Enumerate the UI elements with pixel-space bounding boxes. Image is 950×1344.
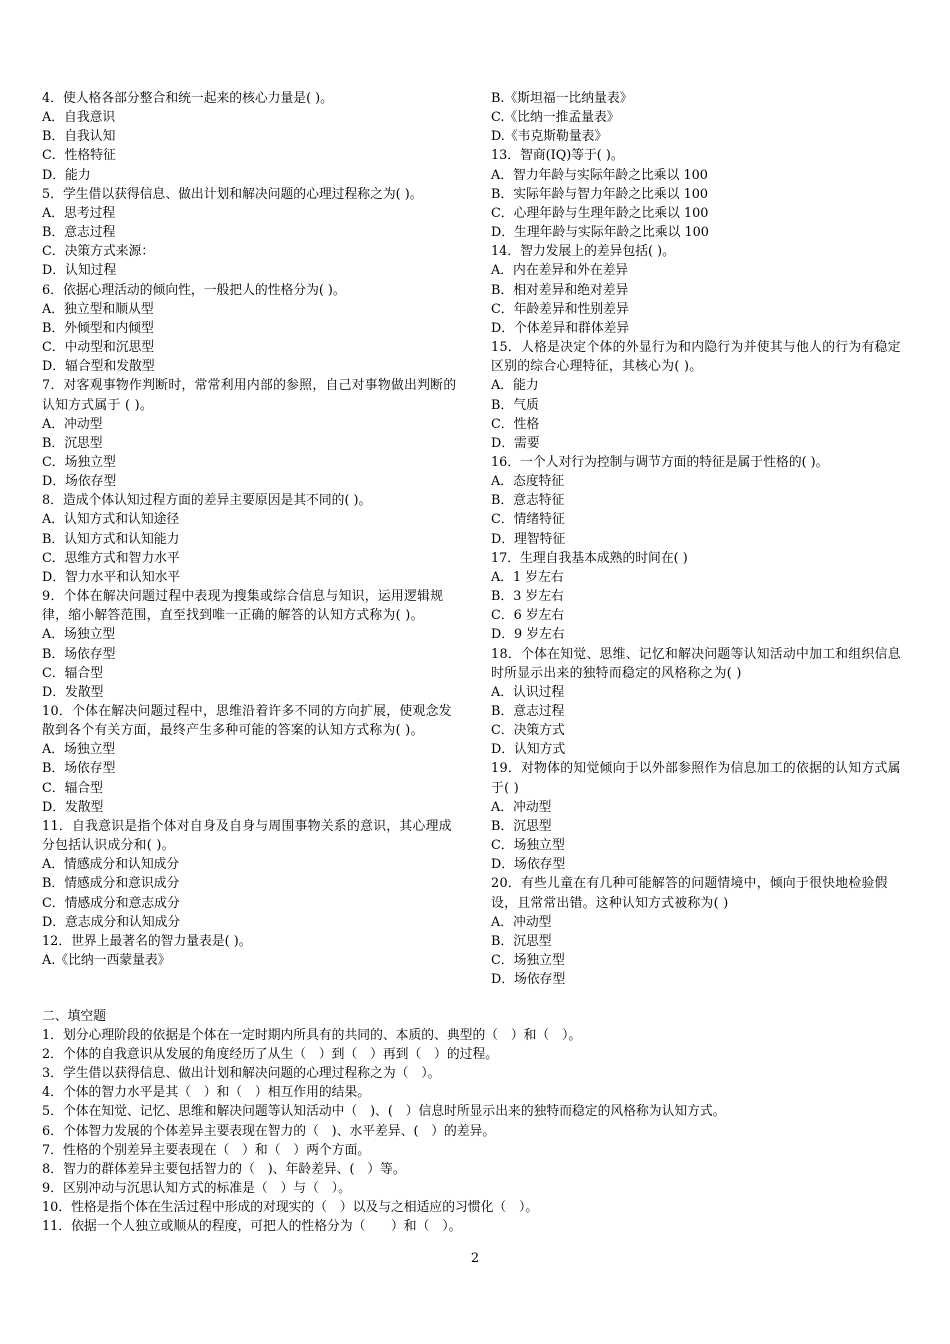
fill-in-question: 11．依据一个人独立或顺从的程度，可把人的性格分为（ ）和（ ）。 — [42, 1219, 462, 1235]
question-line: 15．人格是决定个体的外显行为和内隐行为并使其与他人的行为有稳定区别的综合心理特征，其核心为( )。 — [491, 340, 901, 375]
question-line: A.《比纳一西蒙量表》 — [42, 953, 171, 969]
question-line: D．意志成分和认知成分 — [42, 914, 181, 930]
question-line: A．1 岁左右 — [491, 569, 564, 585]
question-line: D．生理年龄与实际年龄之比乘以 100 — [491, 225, 709, 241]
question-line: 6．依据心理活动的倾向性，一般把人的性格分为( )。 — [42, 282, 346, 298]
question-line: A．冲动型 — [491, 914, 552, 930]
question-line: B．气质 — [491, 397, 539, 413]
question-line: C．决策方式 — [491, 723, 565, 739]
fill-in-question: 8．智力的群体差异主要包括智力的（ )、年龄差异、( ）等。 — [42, 1161, 406, 1177]
question-line: A．认识过程 — [491, 684, 565, 700]
page-number: 2 — [470, 1251, 480, 1266]
question-line: 7．对客观事物作判断时，常常利用内部的参照，自己对事物做出判断的认知方式属于 ( )。 — [42, 378, 457, 413]
question-line: D．需要 — [491, 435, 540, 451]
question-line: C．场独立型 — [42, 454, 116, 470]
fill-in-question: 10．性格是指个体在生活过程中形成的对现实的（ ）以及与之相适应的习惯化（ ）。 — [42, 1199, 539, 1215]
question-line: A．思考过程 — [42, 205, 116, 221]
question-line: B．认知方式和认知能力 — [42, 531, 180, 547]
question-line: C．情绪特征 — [491, 512, 565, 528]
question-line: 11．自我意识是指个体对自身及自身与周围事物关系的意识，其心理成分包括认识成分和( )。 — [42, 818, 452, 854]
question-line: B．意志过程 — [42, 225, 116, 241]
question-line: A．情感成分和认知成分 — [42, 857, 180, 873]
question-line: 18．个体在知觉、思维、记忆和解决问题等认知活动中加工和组织信息时所显示出来的独特而稳定的风格称之为( ) — [491, 646, 901, 681]
question-line: B．沉思型 — [491, 933, 552, 949]
question-line: 10．个体在解决问题过程中，思维沿着许多不同的方向扩展，使观念发散到各个有关方面，最终产生多种可能的答案的认知方式称为( )。 — [42, 704, 452, 739]
question-line: D．认知方式 — [491, 742, 566, 758]
question-line: 4．使人格各部分整合和统一起来的核心力量是( )。 — [42, 91, 333, 106]
question-line: C.《比纳一推孟量表》 — [491, 110, 620, 126]
question-line: 19．对物体的知觉倾向于以外部参照作为信息加工的依据的认知方式属于( ) — [491, 761, 901, 796]
question-line: B．意志过程 — [491, 704, 565, 719]
question-line: 17．生理自我基本成熟的时间在( ) — [491, 550, 688, 566]
question-line: D．智力水平和认知水平 — [42, 569, 181, 585]
question-line: B．沉思型 — [42, 435, 103, 451]
question-line: D．个体差异和群体差异 — [491, 320, 630, 336]
question-line: B．实际年龄与智力年龄之比乘以 100 — [491, 186, 709, 202]
question-line: D．场依存型 — [491, 857, 566, 873]
question-line: C．性格 — [491, 416, 540, 432]
question-line: C．辐合型 — [42, 780, 103, 796]
question-line: A．认知方式和认知途径 — [42, 512, 180, 528]
question-line: 14．智力发展上的差异包括( )。 — [491, 244, 675, 260]
question-line: A．冲动型 — [491, 799, 552, 815]
question-line: A．独立型和顺从型 — [42, 301, 154, 317]
question-line: B．场依存型 — [42, 646, 116, 662]
fill-in-question: 3．学生借以获得信息、做出计划和解决问题的心理过程称之为（ ）。 — [42, 1066, 441, 1082]
question-line: C．心理年龄与生理年龄之比乘以 100 — [491, 205, 709, 221]
question-line: A．冲动型 — [42, 416, 103, 432]
question-line: 9．个体在解决问题过程中表现为搜集或综合信息与知识，运用逻辑规律，缩小解答范围，直至找到唯一正确的解答的认知方式称为( )。 — [42, 589, 444, 624]
question-line: D.《韦克斯勒量表》 — [491, 129, 608, 145]
fill-in-question: 4．个体的智力水平是其（ ）和（ ）相互作用的结果。 — [42, 1085, 371, 1101]
question-line: B．场依存型 — [42, 761, 116, 777]
question-line: C．年龄差异和性别差异 — [491, 301, 629, 317]
question-line: C．6 岁左右 — [491, 608, 565, 624]
fill-in-question: 1．划分心理阶段的依据是个体在一定时期内所具有的共同的、本质的、典型的（ ）和（ ）。 — [42, 1028, 582, 1044]
question-line: B．沉思型 — [491, 818, 552, 834]
question-line: A．智力年龄与实际年龄之比乘以 100 — [491, 167, 708, 183]
question-line: 12．世界上最著名的智力量表是( )。 — [42, 933, 252, 949]
question-line: B．外倾型和内倾型 — [42, 320, 154, 336]
section-heading: 二、填空题 — [42, 1009, 106, 1024]
question-line: B．情感成分和意识成分 — [42, 876, 180, 892]
question-line: C．中动型和沉思型 — [42, 340, 155, 356]
question-line: A．内在差异和外在差异 — [491, 263, 629, 279]
question-line: D．场依存型 — [491, 972, 566, 988]
fill-in-blank-section — [42, 1007, 922, 1236]
question-line: D．发散型 — [42, 684, 104, 700]
question-line: D．认知过程 — [42, 263, 117, 279]
question-line: C．思维方式和智力水平 — [42, 550, 180, 566]
question-line: D．能力 — [42, 167, 91, 183]
question-line: 16．一个人对行为控制与调节方面的特征是属于性格的( )。 — [491, 454, 829, 470]
question-line: C．性格特征 — [42, 148, 116, 164]
question-line: C．情感成分和意志成分 — [42, 895, 180, 911]
question-line: B．3 岁左右 — [491, 589, 564, 605]
question-line: A．能力 — [491, 378, 539, 394]
question-line: B．相对差异和绝对差异 — [491, 282, 629, 298]
question-line: A．场独立型 — [42, 627, 116, 643]
question-line: C．场独立型 — [491, 953, 565, 969]
question-line: A．自我意识 — [42, 110, 116, 126]
question-line: A．场独立型 — [42, 742, 116, 758]
question-line: 13．智商(IQ)等于( )。 — [491, 148, 624, 164]
question-line: 20．有些儿童在有几种可能解答的问题情境中，倾向于很快地检验假设，且常常出错。这种认知方式被称为( ) — [491, 876, 888, 911]
question-line: B.《斯坦福一比纳量表》 — [491, 91, 633, 106]
question-line: D．发散型 — [42, 799, 104, 815]
fill-in-question: 6．个体智力发展的个体差异主要表现在智力的（ )、水平差异、( ）的差异。 — [42, 1123, 496, 1139]
question-line: B．意志特征 — [491, 493, 565, 509]
question-line: C．辐合型 — [42, 665, 103, 681]
question-line: A．态度特征 — [491, 474, 565, 490]
question-line: 5．学生借以获得信息、做出计划和解决问题的心理过程称之为( )。 — [42, 186, 423, 202]
question-line: 8．造成个体认知过程方面的差异主要原因是其不同的( )。 — [42, 493, 372, 509]
question-line: D．辐合型和发散型 — [42, 359, 155, 375]
question-line: C．决策方式来源： — [42, 244, 155, 260]
question-line: D．9 岁左右 — [491, 627, 565, 643]
question-line: D．理智特征 — [491, 531, 566, 547]
left-column — [42, 89, 462, 970]
fill-in-question: 9．区别冲动与沉思认知方式的标准是（ ）与（ ）。 — [42, 1180, 351, 1196]
question-line: C．场独立型 — [491, 838, 565, 854]
right-column — [491, 89, 911, 989]
question-line: D．场依存型 — [42, 474, 117, 490]
fill-in-question: 7．性格的个别差异主要表现在（ ）和（ ）两个方面。 — [42, 1142, 371, 1158]
question-line: B．自我认知 — [42, 129, 116, 145]
fill-in-question: 2．个体的自我意识从发展的角度经历了从生（ ）到（ ）再到（ ）的过程。 — [42, 1047, 499, 1063]
fill-in-question: 5．个体在知觉、记忆、思维和解决问题等认知活动中（ )、( ）信息时所显示出来的独特而稳定的风格称为认知方式。 — [42, 1104, 726, 1120]
